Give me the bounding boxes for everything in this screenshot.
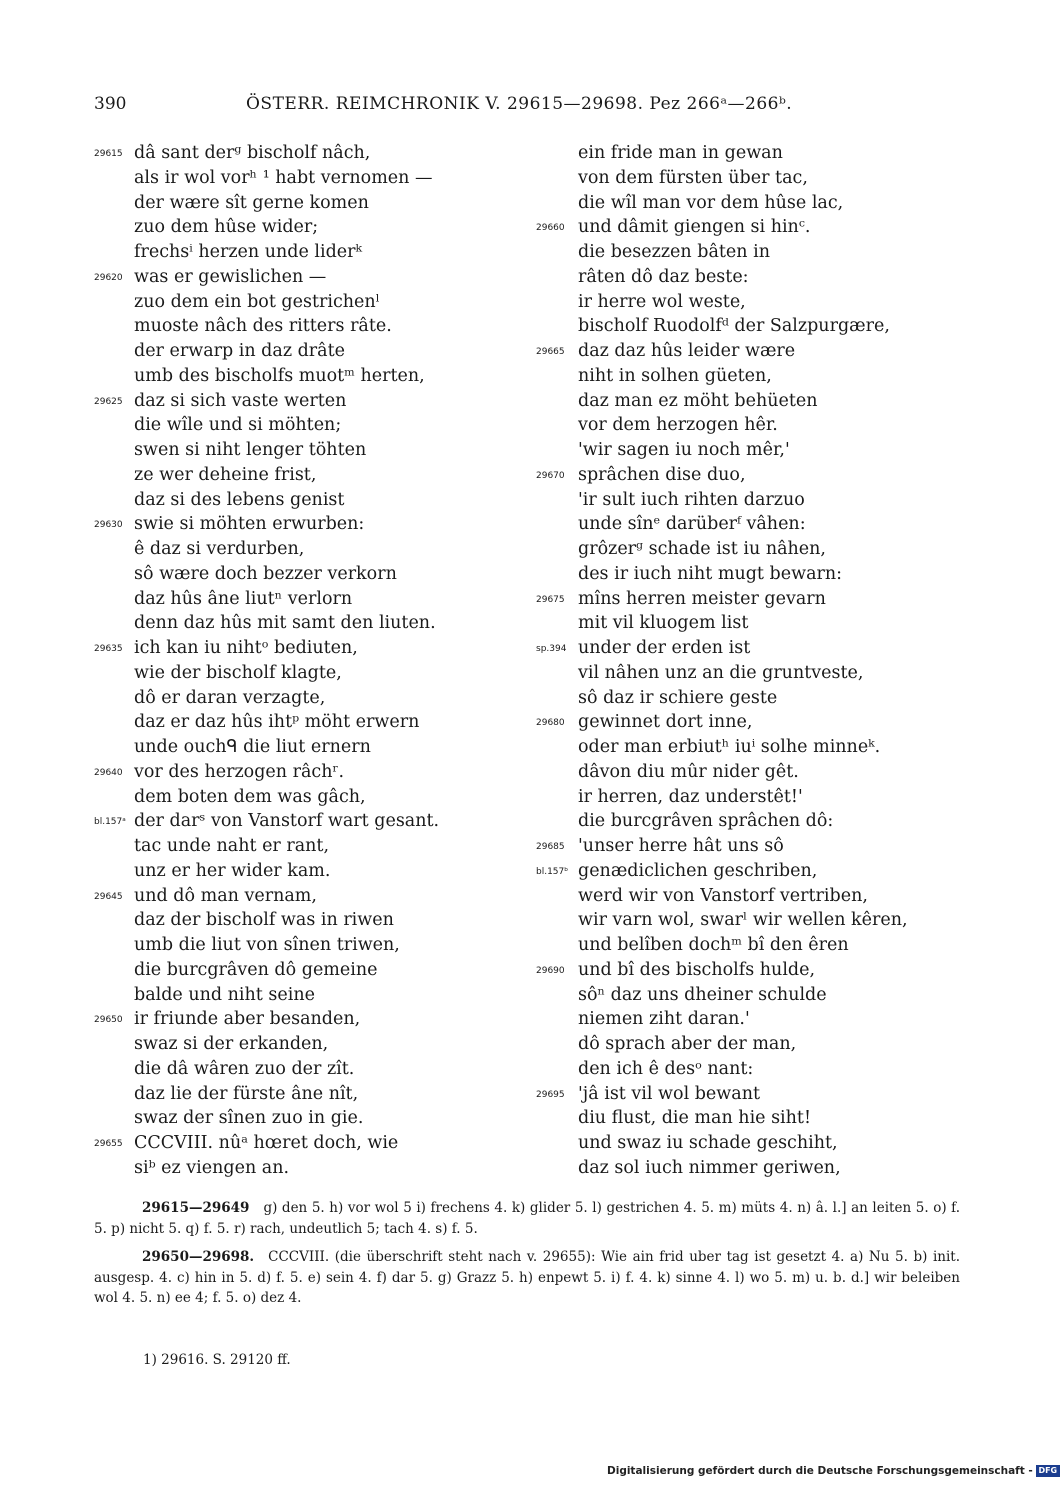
verse-text: und belîben dochᵐ bî den êren bbox=[578, 935, 849, 955]
verse-text: der wære sît gerne komen bbox=[134, 192, 369, 213]
verse-line bbox=[94, 240, 514, 265]
line-number: sp.394 bbox=[536, 644, 567, 654]
dfg-notice-text: Digitalisierung gefördert durch die Deutsche Forschungsgemeinschaft - bbox=[607, 1465, 1033, 1477]
verse-line bbox=[532, 1106, 952, 1131]
verse-text: swaz der sînen zuo in gie. bbox=[134, 1108, 364, 1129]
verse-line bbox=[532, 636, 952, 661]
line-number: 29675 bbox=[536, 594, 565, 605]
apparatus-range: 29615—29649 bbox=[142, 1200, 250, 1216]
verse-text: ein fride man in gewan bbox=[578, 143, 783, 163]
verse-line bbox=[94, 537, 514, 562]
apparatus-text: CCCVIII. (die überschrift steht nach v. 29655): Wie ain frid uber tag ist gesetzt 4. a) Nu 5. b) init. ausgesp. 4. c) hin in 5. d) f. 5. e) sein 4. f) dar 5. g) Grazz 5. h) enpewt 5. i) f. 4. k) sinne 4. l) wo 5. m) u. b. d.] wir beleiben wol 4. 5. n) ee 4; f. 5. o) dez 4. bbox=[94, 1249, 960, 1306]
verse-line bbox=[94, 884, 514, 909]
line-number: 29640 bbox=[94, 767, 123, 778]
verse-line bbox=[94, 1057, 514, 1082]
verse-line bbox=[94, 1032, 514, 1057]
verse-text: daz si sich vaste werten bbox=[134, 390, 347, 411]
verse-line bbox=[532, 760, 952, 785]
verse-line bbox=[532, 1007, 952, 1032]
line-number: 29645 bbox=[94, 891, 123, 902]
footnote: 1) 29616. S. 29120 ff. bbox=[143, 1352, 291, 1368]
verse-text: sprâchen dise duo, bbox=[578, 464, 746, 485]
dfg-logo-icon: DFG bbox=[1036, 1465, 1060, 1477]
verse-line bbox=[532, 908, 952, 933]
apparatus-block bbox=[94, 1247, 960, 1309]
running-title: ÖSTERR. REIMCHRONIK V. 29615—29698. Pez 266ᵃ—266ᵇ. bbox=[246, 94, 793, 114]
verse-line bbox=[532, 537, 952, 562]
verse-line bbox=[94, 908, 514, 933]
verse-text: ir herren, daz understêt!' bbox=[578, 786, 803, 807]
verse-text: râten dô daz beste: bbox=[578, 266, 749, 287]
verse-line bbox=[94, 686, 514, 711]
verse-text: bischolf Ruodolfᵈ der Salzpurgære, bbox=[578, 316, 890, 337]
verse-text: 'wir sagen iu noch mêr,' bbox=[578, 440, 790, 460]
verse-text: wie der bischolf klagte, bbox=[134, 662, 342, 683]
line-number: 29680 bbox=[536, 718, 565, 729]
verse-line bbox=[532, 265, 952, 290]
verse-line bbox=[94, 1156, 514, 1181]
verse-line bbox=[94, 735, 514, 760]
verse-line bbox=[94, 290, 514, 315]
verse-line bbox=[532, 191, 952, 216]
line-number: 29615 bbox=[94, 149, 123, 159]
line-number: 29660 bbox=[536, 223, 565, 234]
verse-text: und bî des bischolfs hulde, bbox=[578, 959, 816, 980]
verse-text: mîns herren meister gevarn bbox=[578, 588, 826, 609]
verse-line bbox=[532, 1032, 952, 1057]
verse-text: sôⁿ daz uns dheiner schulde bbox=[578, 984, 827, 1005]
verse-text: die besezzen bâten in bbox=[578, 242, 770, 262]
verse-line bbox=[532, 933, 952, 958]
verse-text: die wîl man vor dem hûse lac, bbox=[578, 192, 844, 213]
line-number: 29665 bbox=[536, 347, 565, 357]
verse-text: ê daz si verdurben, bbox=[134, 539, 305, 559]
verse-text: grôzerᵍ schade ist iu nâhen, bbox=[578, 539, 826, 559]
verse-line bbox=[532, 512, 952, 537]
verse-text: werd wir von Vanstorf vertriben, bbox=[578, 885, 868, 906]
apparatus-range: 29650—29698. bbox=[142, 1249, 255, 1265]
verse-line bbox=[532, 1082, 952, 1107]
verse-line bbox=[94, 166, 514, 191]
left-verse-column bbox=[94, 141, 514, 1181]
verse-text: daz der bischolf was in riwen bbox=[134, 910, 394, 931]
verse-line bbox=[94, 611, 514, 636]
verse-text: die wîle und si möhten; bbox=[134, 415, 342, 436]
line-number: 29690 bbox=[536, 965, 565, 976]
verse-text: unz er her wider kam. bbox=[134, 860, 331, 881]
verse-text: daz er daz hûs ihtᵖ möht erwern bbox=[134, 712, 420, 733]
verse-line bbox=[532, 364, 952, 389]
verse-line bbox=[532, 809, 952, 834]
verse-line bbox=[94, 834, 514, 859]
verse-text: daz si des lebens genist bbox=[134, 489, 345, 510]
verse-line bbox=[94, 339, 514, 364]
verse-text: 'ir sult iuch rihten darzuo bbox=[578, 489, 805, 510]
verse-line bbox=[94, 413, 514, 438]
verse-line bbox=[94, 389, 514, 414]
verse-line bbox=[94, 364, 514, 389]
verse-text: zuo dem ein bot gestrichenˡ bbox=[134, 291, 380, 312]
verse-line bbox=[94, 314, 514, 339]
verse-text: daz man ez möht behüeten bbox=[578, 390, 818, 411]
verse-text: dem boten dem was gâch, bbox=[134, 786, 366, 807]
verse-text: die burcgrâven dô gemeine bbox=[134, 959, 378, 980]
verse-text: der darˢ von Vanstorf wart gesant. bbox=[134, 811, 440, 832]
verse-text: gewinnet dort inne, bbox=[578, 712, 753, 733]
line-number: bl.157ᵇ bbox=[536, 866, 569, 877]
verse-text: dâ sant derᵍ bischolf nâch, bbox=[134, 143, 371, 163]
verse-line bbox=[532, 735, 952, 760]
verse-line bbox=[94, 215, 514, 240]
line-number: 29635 bbox=[94, 644, 123, 654]
verse-line bbox=[94, 785, 514, 810]
apparatus-block bbox=[94, 1198, 960, 1239]
verse-text: ir friunde aber besanden, bbox=[134, 1009, 361, 1030]
verse-text: zuo dem hûse wider; bbox=[134, 217, 319, 238]
verse-text: oder man erbiutʰ iuⁱ solhe minneᵏ. bbox=[578, 737, 881, 757]
verse-text: siᵇ ez viengen an. bbox=[134, 1157, 290, 1178]
verse-line bbox=[532, 413, 952, 438]
verse-text: den ich ê desᵒ nant: bbox=[578, 1058, 754, 1079]
verse-text: die dâ wâren zuo der zît. bbox=[134, 1058, 355, 1079]
verse-text: daz lie der fürste âne nît, bbox=[134, 1083, 359, 1104]
verse-line bbox=[532, 834, 952, 859]
verse-text: niemen ziht daran.' bbox=[578, 1009, 750, 1030]
verse-line bbox=[532, 215, 952, 240]
verse-text: muoste nâch des ritters râte. bbox=[134, 316, 392, 337]
verse-text: 'jâ ist vil wol bewant bbox=[578, 1083, 760, 1104]
verse-text: und dâmit giengen si hinᶜ. bbox=[578, 217, 811, 238]
verse-text: und dô man vernam, bbox=[134, 885, 317, 906]
verse-text: vor dem herzogen hêr. bbox=[578, 415, 778, 436]
verse-text: swen si niht lenger töhten bbox=[134, 440, 367, 460]
verse-line bbox=[532, 314, 952, 339]
verse-line bbox=[94, 1131, 514, 1156]
verse-text: genædiclichen geschriben, bbox=[578, 860, 818, 881]
verse-line bbox=[94, 983, 514, 1008]
verse-text: sô daz ir schiere geste bbox=[578, 687, 778, 708]
verse-text: mit vil kluogem list bbox=[578, 613, 749, 634]
verse-text: denn daz hûs mit samt den liuten. bbox=[134, 613, 436, 634]
verse-text: 'unser herre hât uns sô bbox=[578, 836, 784, 856]
verse-line bbox=[94, 933, 514, 958]
verse-line bbox=[532, 661, 952, 686]
verse-line bbox=[532, 141, 952, 166]
verse-line bbox=[94, 488, 514, 513]
verse-line bbox=[532, 686, 952, 711]
verse-text: dô er daran verzagte, bbox=[134, 687, 326, 708]
verse-line bbox=[94, 661, 514, 686]
verse-text: frechsⁱ herzen unde liderᵏ bbox=[134, 242, 362, 262]
verse-text: von dem fürsten über tac, bbox=[578, 167, 808, 188]
verse-text: ze wer deheine frist, bbox=[134, 464, 317, 485]
verse-line bbox=[94, 1082, 514, 1107]
verse-text: tac unde naht er rant, bbox=[134, 836, 330, 856]
apparatus-text: g) den 5. h) vor wol 5 i) frechens 4. k) glider 5. l) gestrichen 4. 5. m) müts 4. n) â. l.] an leiten 5. o) f. 5. p) nicht 5. q) f. 5. r) rach, undeutlich 5; tach 4. s) f. 5. bbox=[94, 1200, 960, 1237]
verse-text: und swaz iu schade geschiht, bbox=[578, 1133, 838, 1153]
verse-text: niht in solhen güeten, bbox=[578, 365, 772, 386]
verse-text: daz daz hûs leider wære bbox=[578, 341, 796, 361]
verse-text: was er gewislichen — bbox=[134, 266, 327, 287]
verse-line bbox=[94, 1106, 514, 1131]
page-number: 390 bbox=[94, 94, 127, 114]
verse-text: balde und niht seine bbox=[134, 984, 315, 1005]
verse-text: der erwarp in daz drâte bbox=[134, 341, 345, 361]
right-verse-column bbox=[532, 141, 952, 1181]
verse-line bbox=[532, 463, 952, 488]
verse-text: vor des herzogen râchʳ. bbox=[134, 761, 345, 782]
verse-line bbox=[94, 438, 514, 463]
verse-line bbox=[532, 983, 952, 1008]
verse-line bbox=[94, 958, 514, 983]
line-number: 29650 bbox=[94, 1015, 123, 1026]
verse-line bbox=[532, 1156, 952, 1181]
verse-line bbox=[94, 265, 514, 290]
verse-line bbox=[532, 290, 952, 315]
line-number: 29685 bbox=[536, 842, 565, 852]
line-number: 29630 bbox=[94, 520, 123, 531]
line-number: 29620 bbox=[94, 272, 123, 283]
verse-line bbox=[532, 611, 952, 636]
verse-text: ich kan iu nihtᵒ bediuten, bbox=[134, 638, 358, 658]
verse-line bbox=[532, 339, 952, 364]
verse-line bbox=[94, 760, 514, 785]
verse-text: daz hûs âne liutⁿ verlorn bbox=[134, 588, 353, 609]
verse-text: als ir wol vorʰ ¹ habt vernomen — bbox=[134, 167, 433, 188]
verse-line bbox=[532, 587, 952, 612]
verse-text: ir herre wol weste, bbox=[578, 291, 746, 312]
dfg-funding-notice bbox=[607, 1465, 1058, 1481]
verse-line bbox=[532, 1057, 952, 1082]
verse-text: under der erden ist bbox=[578, 638, 751, 658]
verse-line bbox=[532, 488, 952, 513]
verse-text: sô wære doch bezzer verkorn bbox=[134, 563, 397, 584]
verse-line bbox=[94, 587, 514, 612]
line-number: 29695 bbox=[536, 1089, 565, 1100]
verse-line bbox=[532, 562, 952, 587]
verse-line bbox=[94, 1007, 514, 1032]
verse-line bbox=[94, 636, 514, 661]
verse-line bbox=[532, 438, 952, 463]
verse-line bbox=[94, 859, 514, 884]
verse-line bbox=[532, 1131, 952, 1156]
verse-line bbox=[532, 240, 952, 265]
verse-text: dâvon diu mûr nider gêt. bbox=[578, 761, 799, 782]
verse-text: dô sprach aber der man, bbox=[578, 1034, 797, 1054]
verse-line bbox=[532, 884, 952, 909]
verse-text: unde sînᵉ darüberᶠ vâhen: bbox=[578, 514, 806, 535]
verse-line bbox=[532, 389, 952, 414]
line-number: bl.157ᵃ bbox=[94, 817, 126, 828]
verse-text: des ir iuch niht mugt bewarn: bbox=[578, 563, 843, 584]
verse-line bbox=[94, 191, 514, 216]
verse-line bbox=[94, 141, 514, 166]
verse-line bbox=[532, 859, 952, 884]
line-number: 29655 bbox=[94, 1139, 123, 1149]
critical-apparatus bbox=[94, 1198, 960, 1317]
verse-text: unde ouchᑫ die liut ernern bbox=[134, 737, 371, 757]
page-header bbox=[0, 94, 1000, 124]
verse-text: swie si möhten erwurben: bbox=[134, 514, 365, 535]
verse-text: daz sol iuch nimmer geriwen, bbox=[578, 1157, 841, 1178]
verse-text: CCCVIII. nûᵃ hœret doch, wie bbox=[134, 1133, 399, 1153]
verse-line bbox=[532, 958, 952, 983]
verse-text: umb die liut von sînen triwen, bbox=[134, 935, 400, 955]
verse-text: umb des bischolfs muotᵐ herten, bbox=[134, 365, 425, 386]
verse-text: wir varn wol, swarˡ wir wellen kêren, bbox=[578, 910, 908, 931]
verse-line bbox=[94, 562, 514, 587]
line-number: 29625 bbox=[94, 396, 123, 407]
verse-text: diu flust, die man hie siht! bbox=[578, 1108, 811, 1129]
verse-line bbox=[532, 785, 952, 810]
verse-line bbox=[94, 512, 514, 537]
verse-text: swaz si der erkanden, bbox=[134, 1034, 329, 1054]
verse-line bbox=[94, 809, 514, 834]
line-number: 29670 bbox=[536, 470, 565, 481]
verse-line bbox=[532, 166, 952, 191]
verse-text: die burcgrâven sprâchen dô: bbox=[578, 811, 834, 832]
verse-line bbox=[94, 710, 514, 735]
verse-line bbox=[532, 710, 952, 735]
verse-line bbox=[94, 463, 514, 488]
verse-text: vil nâhen unz an die gruntveste, bbox=[578, 662, 864, 683]
